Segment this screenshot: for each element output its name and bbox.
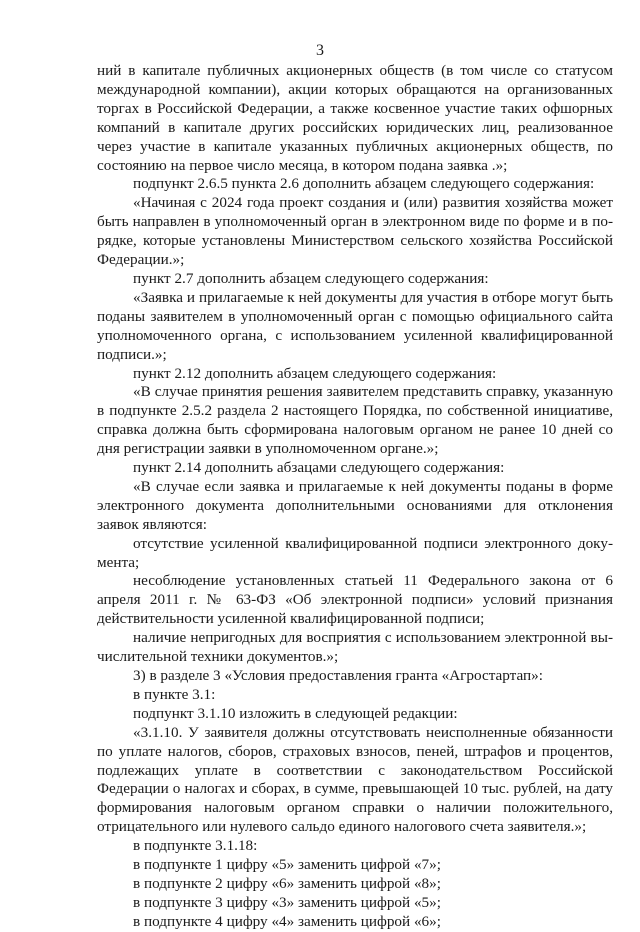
paragraph: пункт 2.14 дополнить абзацами следующего содержания: [133, 459, 505, 477]
paragraph: наличие непригодных для восприятия с использованием электронной вычислительной техники документов.»; [97, 629, 613, 666]
paragraph: в подпункте 3.1.18: [133, 837, 258, 855]
paragraph: «Заявка и прилагаемые к ней документы для участия в отборе могут быть поданы заявителем в уполномоченный орган с помощью официального сайта уполномоченного органа, с использованием усиленной квалифицированной подписи.»; [97, 288, 613, 363]
paragraph: подпункт 3.1.10 изложить в следующей редакции: [133, 704, 458, 722]
paragraph: «3.1.10. У заявителя должны отсутствовать неисполненные обязанности по уплате налогов, сборов, страховых взносов, пеней, штрафов и процентов, подлежащих уплате в соответствии с законодательством Российской Федерации о налогах и сборах, в сумме, превышающей 10 тыс. рублей, на дату формирования налоговым органом справки о наличии положительного, отрицательного или нулевого сальдо единого налогового счета заявителя.»; [97, 723, 613, 836]
paragraph: «В случае принятия решения заявителем представить справку, указанную в подпункте 2.5.2 раздела 2 настоящего Порядка, по собственной инициативе, справка должна быть сформирована налоговым органом не ранее 10 дней со дня регистрации заявки в уполномоченном органе.»; [97, 383, 613, 458]
paragraph: пункт 2.12 дополнить абзацем следующего содержания: [133, 364, 497, 382]
paragraph: в подпункте 4 цифру «4» заменить цифрой «6»; [133, 912, 441, 930]
paragraph: в подпункте 2 цифру «6» заменить цифрой «8»; [133, 874, 441, 892]
paragraph: 3) в разделе 3 «Условия предоставления гранта «Агростартап»: [133, 667, 543, 684]
paragraph: «Начиная с 2024 года проект создания и (или) развития хозяйства может быть направлен в уполномоченный орган в электронном виде по форме и в порядке, которые установлены Министерством сельского хозяйства Российской Федерации.»; [97, 194, 613, 269]
paragraph: несоблюдение установленных статьей 11 Федерального закона от 6 апреля 2011 г. № 63-ФЗ «Об электронной подписи» условий признания действительности усиленной квалифицированной подписи; [97, 572, 613, 628]
paragraph: отсутствие усиленной квалифицированной подписи электронного документа; [97, 534, 613, 571]
paragraph: ний в капитале публичных акционерных обществ (в том числе со статусом международной компании), акции которых обращаются на организованных торгах в Российской Федерации, а также косвенное участие таких офшорных компаний в капитале других российских юридических лиц, реализованное через участие в капитале указанных публичных акционерных обществ, по состоянию на первое число месяца, в котором подана заявка .»; [97, 62, 613, 174]
page-number: 3 [316, 42, 324, 59]
paragraph: в пункте 3.1: [133, 685, 216, 703]
paragraph: подпункт 2.6.5 пункта 2.6 дополнить абзацем следующего содержания: [133, 175, 595, 193]
document-body [97, 62, 613, 932]
paragraph: в подпункте 3 цифру «3» заменить цифрой «5»; [133, 893, 441, 911]
paragraph: в подпункте 1 цифру «5» заменить цифрой «7»; [133, 856, 441, 874]
paragraph: «В случае если заявка и прилагаемые к ней документы поданы в форме электронного документа дополнительными основаниями для отклонения заявок являются: [97, 477, 613, 533]
paragraph: пункт 2.7 дополнить абзацем следующего содержания: [133, 269, 489, 287]
